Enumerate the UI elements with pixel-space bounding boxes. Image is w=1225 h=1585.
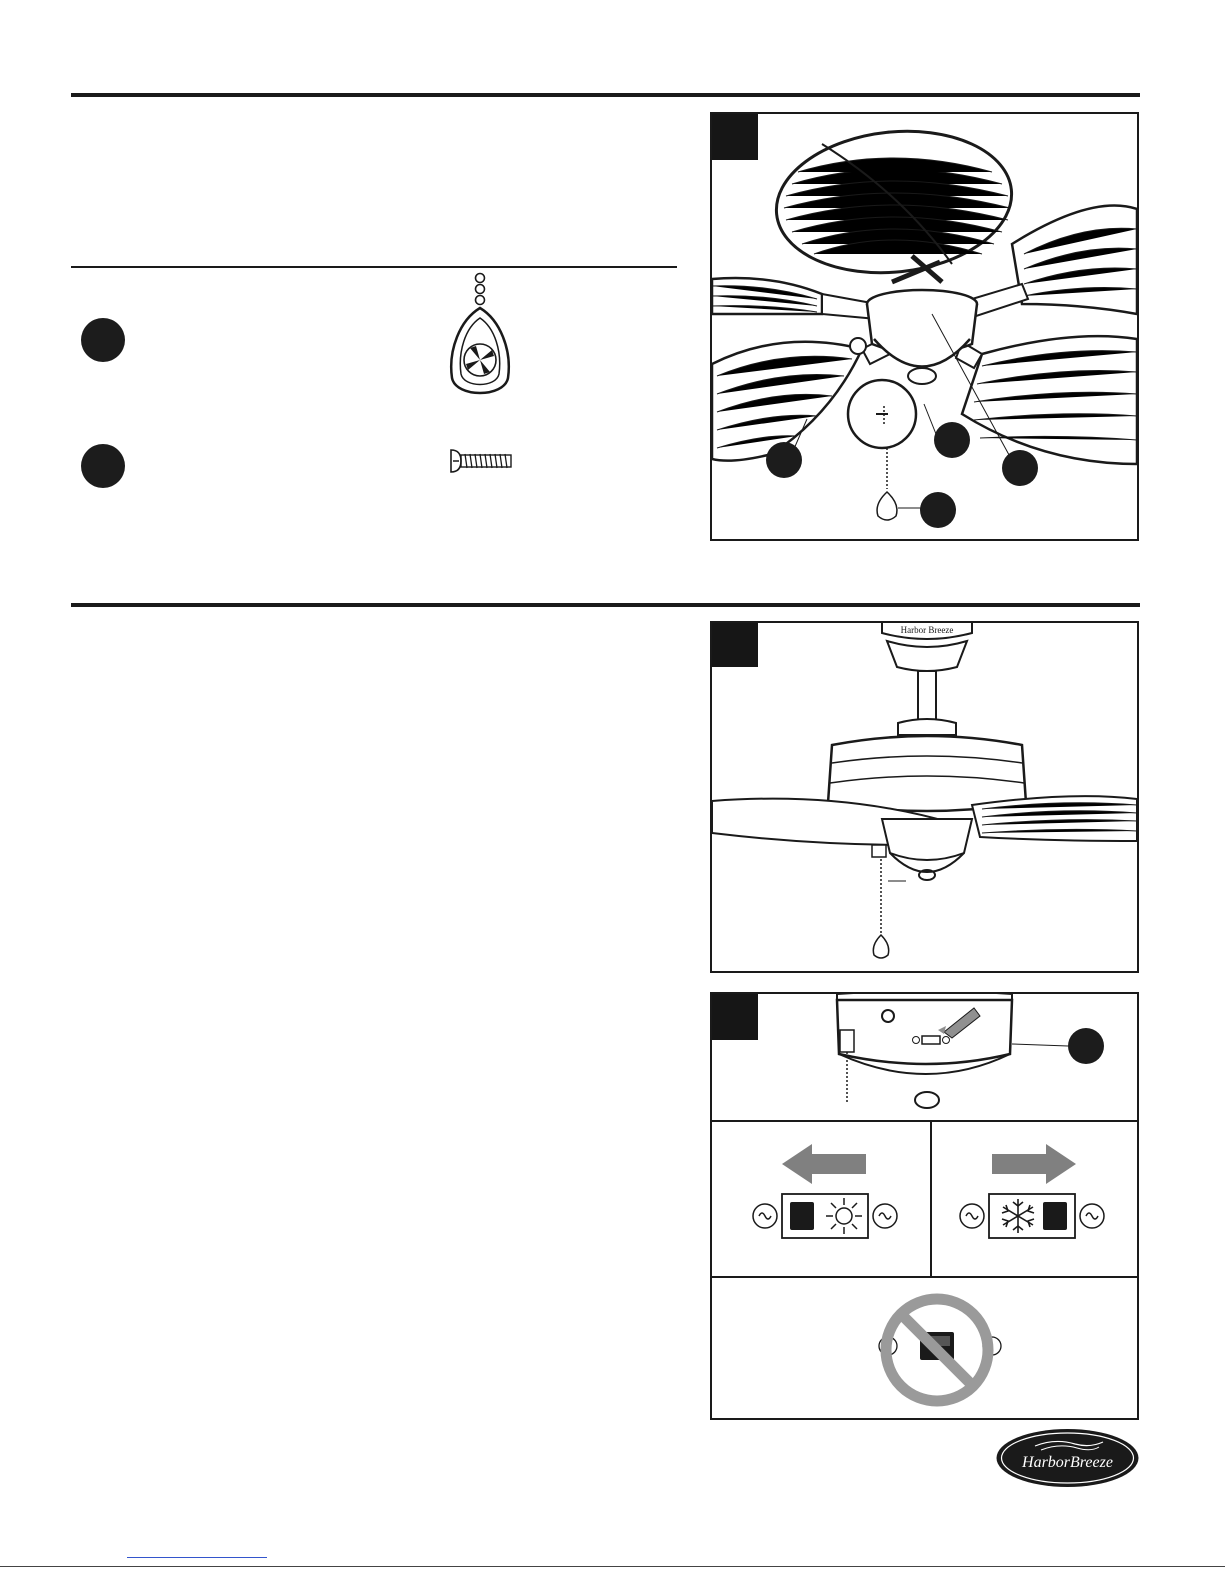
logo-wordmark: HarborBreeze xyxy=(1022,1454,1113,1471)
callout-switch xyxy=(1068,1028,1104,1064)
callout-1 xyxy=(766,442,802,478)
arrow-right-icon xyxy=(992,1144,1077,1184)
panel-divider-v xyxy=(930,1120,932,1276)
brand-logo xyxy=(995,1428,1140,1488)
arrow-left-icon xyxy=(782,1144,867,1184)
footer-rule xyxy=(0,1566,1225,1567)
callout-4 xyxy=(920,492,956,528)
section-1-rule xyxy=(71,93,1140,97)
parts-list-rule xyxy=(71,266,677,268)
part-badge-a xyxy=(81,318,125,362)
figure-fan-underside xyxy=(710,112,1139,541)
panel-divider-h1 xyxy=(712,1120,1137,1122)
sun-icon xyxy=(824,1196,864,1236)
prohibited-icon xyxy=(864,1290,1004,1414)
figure-reverse-switch xyxy=(710,992,1139,1420)
canopy-brand-label: Harbor Breeze xyxy=(900,625,954,635)
figure-fan-side-view xyxy=(710,621,1139,973)
callout-3 xyxy=(1002,450,1038,486)
pull-chain-fob-icon xyxy=(440,270,520,410)
section-2-rule xyxy=(71,603,1140,607)
panel-divider-h2 xyxy=(712,1276,1137,1278)
callout-2 xyxy=(934,422,970,458)
screw-icon xyxy=(447,446,517,476)
footer-link-underline[interactable] xyxy=(127,1557,267,1558)
snowflake-icon xyxy=(998,1196,1038,1236)
part-badge-b xyxy=(81,444,125,488)
